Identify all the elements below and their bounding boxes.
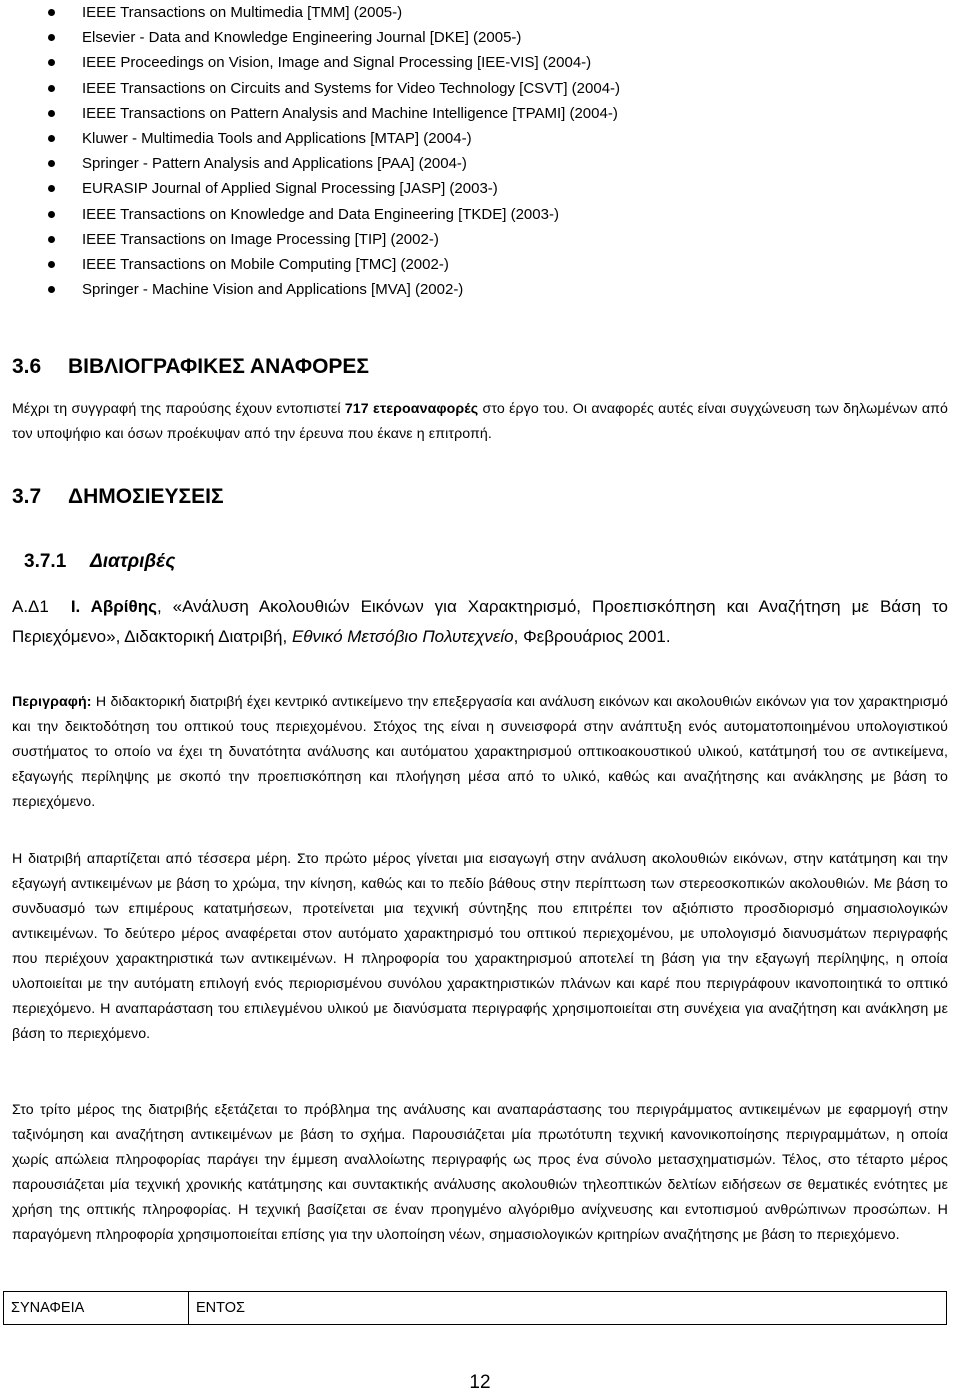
bullet-icon	[48, 110, 55, 117]
journal-list	[48, 0, 928, 302]
list-item: Springer - Pattern Analysis and Applications [PAA] (2004-)	[48, 151, 928, 176]
bullet-icon	[48, 286, 55, 293]
list-item: IEEE Transactions on Multimedia [TMM] (2005-)	[48, 0, 928, 25]
section-heading-references	[12, 355, 369, 379]
section-title: ΔΗΜΟΣΙΕΥΣΕΙΣ	[68, 485, 224, 508]
publication-author: Ι. Αβρίθης	[70, 597, 157, 616]
bullet-icon	[48, 34, 55, 41]
list-item: IEEE Transactions on Mobile Computing [TMC] (2002-)	[48, 252, 928, 277]
publication-title: , «Ανάλυση Ακολουθιών Εικόνων για Χαρακτηρισμό, Προεπισκόπηση και Αναζήτηση με Βάση το Περιεχόμενο», Διδακτορική Διατριβή,	[12, 597, 948, 646]
list-item: IEEE Transactions on Pattern Analysis and Machine Intelligence [TPAMI] (2004-)	[48, 101, 928, 126]
page-number: 12	[469, 1372, 491, 1393]
list-item: IEEE Transactions on Knowledge and Data Engineering [TKDE] (2003-)	[48, 202, 928, 227]
list-item: Kluwer - Multimedia Tools and Applications [MTAP] (2004-)	[48, 126, 928, 151]
bullet-icon	[48, 135, 55, 142]
publication-date: , Φεβρουάριος 2001.	[513, 627, 671, 646]
description-paragraph-2: Η διατριβή απαρτίζεται από τέσσερα μέρη. Στο πρώτο μέρος γίνεται μια εισαγωγή στην ανάλυση ακολουθιών εικόνων, στην κατάτμηση και την εξαγωγή αντικειμένων με βάση το χρώμα, την κίνηση, καθώς και το πεδίο βάθους στην περίπτωση των στερεοσκοπικών ακολουθιών. Με βάση το συνδυασμό των επιμέρους κατατμήσεων, προτείνεται μια τεχνική σύντηξης που επιτρέπει τον αξιόπιστο προσδιορισμό σημασιολογικών αντικειμένων. Το δεύτερο μέρος αναφέρεται στον αυτόματο χαρακτηρισμό του οπτικού περιεχομένου, με υπολογισμό διανυσμάτων περιγραφής που περιέχουν χαρακτηριστικά των αντικειμένων. Η πληροφορία του χαρακτηρισμού αποτελεί τη βάση για την εξαγωγή περίληψης, η οποία υλοποιείται με την αυτόματη επιλογή ενός περιορισμένου συνόλου χαρακτηριστικών πλάνων και καρέ που περιγράφουν ικανοποιητικά το οπτικό περιεχόμενο. Η αναπαράσταση του επιλεγμένου υλικού με διανύσματα περιγραφής χρησιμοποιείται στη συνέχεια για αναζήτηση και ανάκληση με βάση το περιεχόμενο.	[12, 851, 948, 1042]
citation-count: 717	[344, 401, 369, 417]
bullet-icon	[48, 211, 55, 218]
references-paragraph: Μέχρι τη συγγραφή της παρούσης έχουν εντοπιστεί 717 ετεροαναφορές στο έργο του. Οι αναφορές αυτές είναι συγχώνευση των δηλωμένων από τον υποψήφιο και όσων προέκυψαν από την έρευνα που έκανε η επιτροπή.	[12, 401, 948, 442]
list-item: IEEE Transactions on Circuits and Systems for Video Technology [CSVT] (2004-)	[48, 76, 928, 101]
publication-id: Α.Δ1	[12, 597, 49, 616]
list-item: EURASIP Journal of Applied Signal Processing [JASP] (2003-)	[48, 176, 928, 201]
table-row	[4, 1292, 947, 1325]
description-paragraph-3: Στο τρίτο μέρος της διατριβής εξετάζεται το πρόβλημα της ανάλυσης και αναπαράστασης του περιγράμματος αντικειμένων με εφαρμογή στην ταξινόμηση και αναζήτηση αντικειμένων με βάση το σχήμα. Παρουσιάζεται μία πρωτότυπη τεχνική κανονικοποίησης περιγραμμάτων, η οποία χωρίς απώλεια πληροφορίας παράγει την έμμεση αναλλοίωτης περιγραφής ως προς ένα σύνολο μετασχηματισμών. Τέλος, στο τέταρτο μέρος παρουσιάζεται μία τεχνική χρονικής κατάτμησης και συντακτικής ανάλυσης ακολουθιών τηλεοπτικών δελτίων ειδήσεων σε θεματικές ενότητες με χρήση της οπτικής πληροφορίας. Η τεχνική βασίζεται σε έναν προηγμένο αλγόριθμο ανίχνευσης και εντοπισμού ανθρώπινων προσώπων. Η παραγόμενη πληροφορία χρησιμοποιείται επίσης για την υλοποίηση νέων, σημασιολογικών κριτηρίων αναζήτησης με βάση το περιεχόμενο.	[12, 1102, 948, 1243]
bullet-icon	[48, 160, 55, 167]
bullet-icon	[48, 236, 55, 243]
publication-institution: Εθνικό Μετσόβιο Πολυτεχνείο	[291, 627, 514, 646]
bullet-icon	[48, 261, 55, 268]
category-table	[3, 1291, 947, 1325]
citation-count-label: ετεροαναφορές	[373, 401, 479, 417]
section-title: ΒΙΒΛΙΟΓΡΑΦΙΚΕΣ ΑΝΑΦΟΡΕΣ	[68, 355, 370, 378]
list-item: IEEE Proceedings on Vision, Image and Signal Processing [IEE-VIS] (2004-)	[48, 50, 928, 75]
subsection-number: 3.7.1	[24, 551, 67, 572]
publication-entry	[12, 592, 948, 652]
bullet-icon	[48, 185, 55, 192]
section-number: 3.7	[12, 485, 42, 508]
bullet-icon	[48, 85, 55, 92]
subsection-title: Διατριβές	[90, 551, 176, 572]
section-number: 3.6	[12, 355, 42, 378]
list-item: Springer - Machine Vision and Applications [MVA] (2002-)	[48, 277, 928, 302]
bullet-icon	[48, 9, 55, 16]
description-label: Περιγραφή:	[12, 694, 92, 710]
list-item: Elsevier - Data and Knowledge Engineering Journal [DKE] (2005-)	[48, 25, 928, 50]
bullet-icon	[48, 59, 55, 66]
section-heading-publications	[12, 485, 224, 509]
description-paragraph-1: Περιγραφή: Η διδακτορική διατριβή έχει κεντρικό αντικείμενο την επεξεργασία και ανάλυση εικόνων και ακολουθιών εικόνων για τον χαρακτηρισμό και την δεικτοδότηση του οπτικού τους περιεχομένου. Στόχος της είναι η συνεισφορά στην ανάπτυξη ενός αυτοματοποιημένου υπολογιστικού συστήματος το οποίο να έχει τη δυνατότητα ανάλυσης και αυτόματου χαρακτηρισμού οπτικοακουστικού υλικού, κατάτμησή του σε αντικείμενα, εξαγωγής περίληψης με σκοπό την προεπισκόπηση και πλοήγηση μέσα από το υλικό, καθώς και αναζήτησης και ανάκλησης με βάση το περιεχόμενο.	[12, 694, 948, 810]
subsection-heading-theses	[24, 551, 175, 573]
category-relevance-cell: ΣΥΝΑΦΕΙΑ	[4, 1292, 189, 1325]
list-item: IEEE Transactions on Image Processing [TIP] (2002-)	[48, 227, 928, 252]
category-scope-cell: ΕΝΤΟΣ	[189, 1292, 947, 1325]
